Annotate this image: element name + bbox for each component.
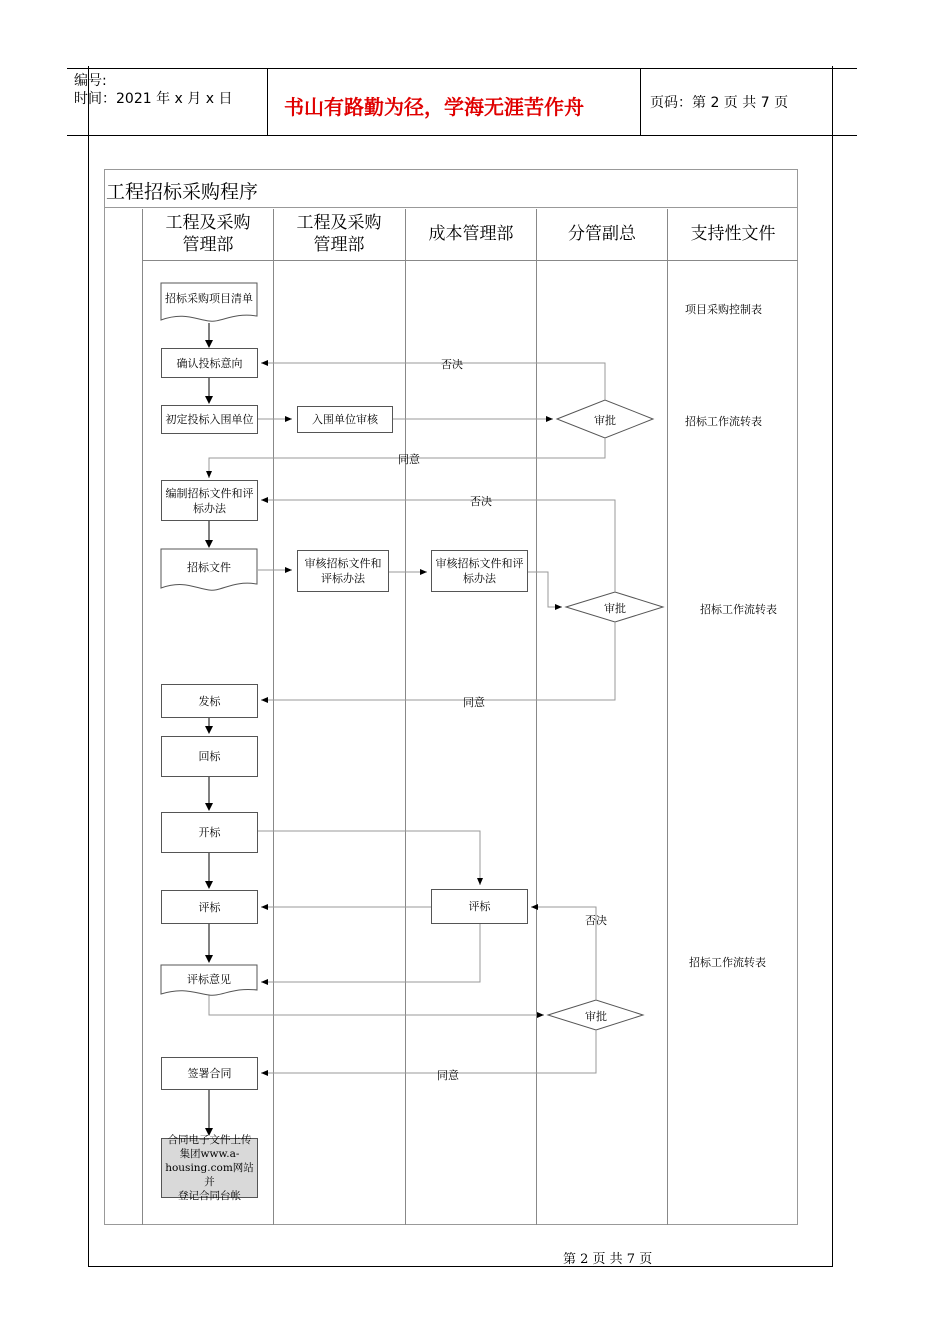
node-review-docs-cost: 审核招标文件和评 标办法: [431, 550, 528, 592]
node-sign-contract: 签署合同: [161, 1057, 258, 1090]
node-return-tender: 回标: [161, 736, 258, 777]
node-upload-contract: 合同电子文件上传 集团www.a- housing.com网站并 登记合同台帐: [161, 1138, 258, 1198]
node-issue-tender: 发标: [161, 684, 258, 718]
label-reject-3: 否决: [585, 914, 607, 927]
node-initial-units: 初定投标入围单位: [161, 405, 258, 434]
header-time-label: 时间：2021 年 x 月 x 日: [74, 91, 233, 107]
label-agree-1: 同意: [398, 453, 420, 466]
node-approve-2: 审批: [604, 602, 626, 615]
header-page-label: 页码：第 2 页 共 7 页: [650, 95, 789, 111]
node-review-docs-engineering: 审核招标文件和 评标办法: [297, 550, 389, 592]
node-review-units: 入围单位审核: [297, 406, 393, 433]
node-bid-docs: 招标文件: [187, 561, 231, 574]
node-confirm-intent: 确认投标意向: [161, 348, 258, 378]
lane-header-engineering-1: 工程及采购 管理部: [165, 213, 251, 255]
node-project-list: 招标采购项目清单: [165, 292, 253, 305]
lane-header-cost: 成本管理部: [428, 224, 514, 244]
header-motto: 书山有路勤为径，学海无涯苦作舟: [284, 95, 584, 119]
header-number-label: 编号:: [74, 73, 107, 89]
node-approve-1: 审批: [594, 414, 616, 427]
node-compile-docs: 编制招标文件和评 标办法: [161, 480, 258, 521]
support-doc-2: 招标工作流转表: [685, 415, 762, 428]
support-doc-1: 项目采购控制表: [685, 303, 762, 316]
node-approve-3: 审批: [585, 1010, 607, 1023]
label-agree-2: 同意: [463, 696, 485, 709]
support-doc-3: 招标工作流转表: [700, 603, 777, 616]
footer-page-number: 第 2 页 共 7 页: [563, 1252, 653, 1267]
node-evaluate-engineering: 评标: [161, 890, 258, 924]
lane-header-vp: 分管副总: [568, 224, 636, 244]
diagram-title: 工程招标采购程序: [106, 181, 259, 203]
lane-header-support: 支持性文件: [690, 224, 776, 244]
node-open-tender: 开标: [161, 812, 258, 853]
label-reject-2: 否决: [470, 495, 492, 508]
label-reject-1: 否决: [441, 358, 463, 371]
label-agree-3: 同意: [437, 1069, 459, 1082]
lane-header-engineering-2: 工程及采购 管理部: [296, 213, 382, 255]
node-evaluate-cost: 评标: [431, 889, 528, 924]
node-evaluation-opinion: 评标意见: [187, 973, 231, 986]
support-doc-4: 招标工作流转表: [689, 956, 766, 969]
